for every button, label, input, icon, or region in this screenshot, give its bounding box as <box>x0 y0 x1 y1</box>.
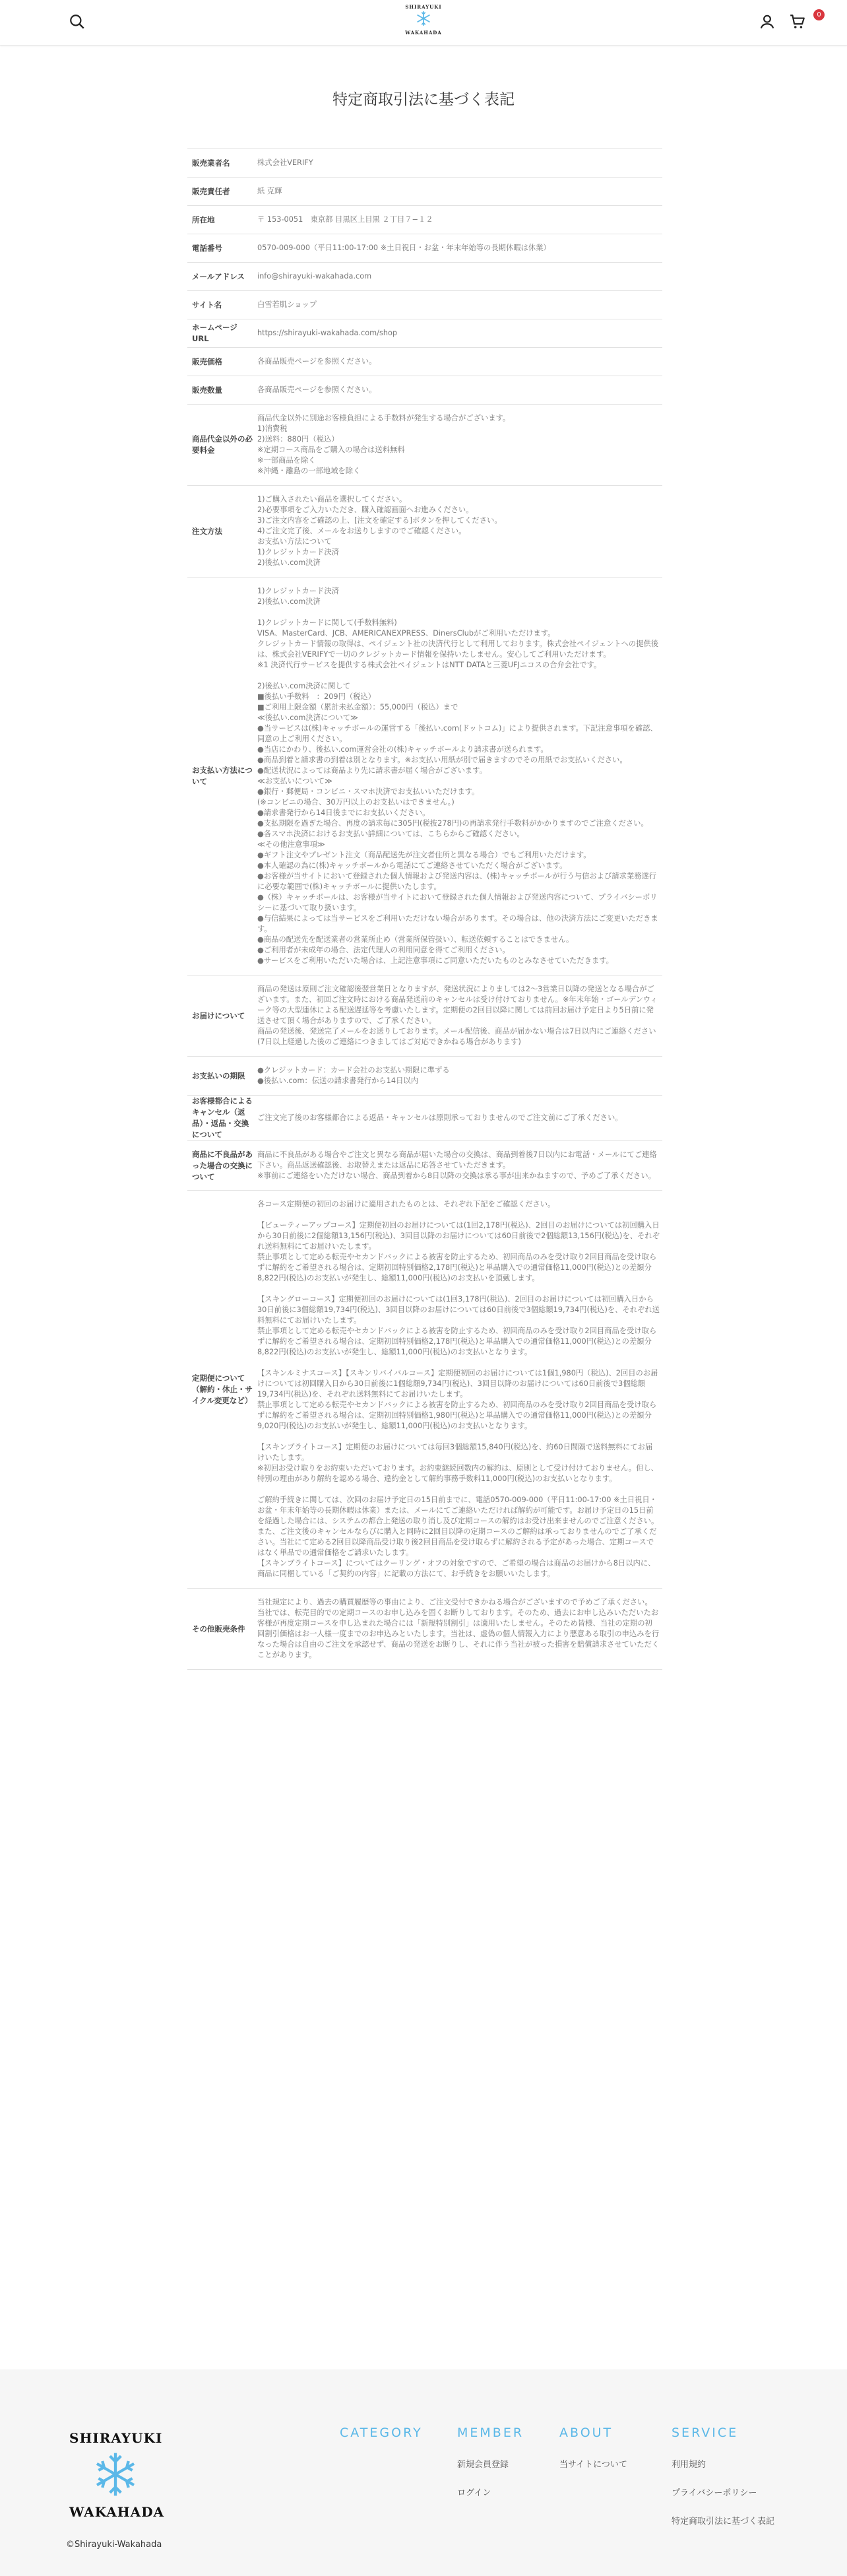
row-value: ●クレジットカード：カード会社のお支払い期限に準ずる ●後払い.com：伝送の請求書発行から14日以内 <box>257 1057 662 1096</box>
row-value: 0570-009-000（平日11:00-17:00 ※土日祝日・お盆・年末年始等の長期休暇は休業） <box>257 234 662 263</box>
table-row <box>187 263 662 291</box>
table-row <box>187 1141 662 1191</box>
row-label: 商品代金以外の必要料金 <box>187 405 257 486</box>
row-label: その他販売条件 <box>187 1589 257 1670</box>
footer-col-service <box>672 2426 774 2542</box>
row-value: 各商品販売ページを参照ください。 <box>257 376 662 405</box>
footer-heading: SERVICE <box>672 2426 739 2440</box>
table-row <box>187 206 662 234</box>
row-value: 1)ご購入されたい商品を選択してください。 2)必要事項をご入力いただき、購入確認画面へお進みください。 3)ご注文内容をご確認の上、[注文を確定する]ボタンを押してください。 4)ご注文完了後、メールをお送りしますのでご確認ください。 お支払い方法について 1)クレジットカード決済 2)後払い.com決済 <box>257 486 662 578</box>
row-value: https://shirayuki-wakahada.com/shop <box>257 319 662 348</box>
legal-info-table <box>187 149 662 1670</box>
site-header <box>0 0 847 46</box>
row-label: 電話番号 <box>187 234 257 263</box>
footer-link-login[interactable]: ログイン <box>457 2488 491 2498</box>
row-label: 販売業者名 <box>187 149 257 178</box>
table-row <box>187 578 662 975</box>
row-label: 注文方法 <box>187 486 257 578</box>
footer-col-about <box>559 2426 627 2486</box>
footer-snowflake-icon <box>91 2450 140 2499</box>
table-row <box>187 376 662 405</box>
row-label: お支払いの期限 <box>187 1057 257 1096</box>
user-icon[interactable] <box>759 13 776 30</box>
row-label: サイト名 <box>187 291 257 319</box>
cart-icon[interactable] <box>789 13 806 30</box>
copyright: ©Shirayuki-Wakahada <box>66 2540 162 2550</box>
footer-heading: ABOUT <box>559 2426 613 2440</box>
row-value: 当社規定により、過去の購買履歴等の事由により、ご注文受付できかねる場合がございますので予めご了承ください。当社では、転売目的での定期コースのお申し込みを固くお断りしております。そのため、過去にお申し込みいただいたお客様が再度定期コースを申し込まれた場合には「新規特別割引」は適用いたしません。そのため皆様、当社の定期の初回割引価格はお一人様一度までのお申込みといたします。当社は、虚偽の個人情報入力により悪意ある取引の申込みを行なった場合は自由のご注文を承認せず、商品の発送をお断りし、それに伴う当社が被った損害を賠償請求させていただくことがあります。 <box>257 1589 662 1670</box>
row-value: 各商品販売ページを参照ください。 <box>257 348 662 376</box>
footer-col-category <box>340 2426 423 2457</box>
row-value: 各コース定期便の初回のお届けに適用されたものとは、それぞれ下記をご確認ください。 【ビューティーアップコース】定期便初回のお届けについては(1回2,178円(税込)、2回目のお届けについては初回購入日から30日前後に2個総額13,156円(税込)、3回目以降のお届けについては60日前後で2個総額13,156円(税込)を、それぞれ送料無料にてお届けいたします。 禁止事項として定める転売やセカンドバックによる被害を防止するため、初回商品のみを受け取り2回目商品を受け取らずに解約をご希望される場合は、定期初回特別価格2,178円(税込)と単品購入での通常価格11,000円(税込)との差額分8,822円(税込)のお支払いが発生し、総額11,000円(税込)のお支払いを頂戴します。 【スキングローコース】定期便初回のお届けについては(1回3,178円(税込)、2回目のお届けについては初回購入日から30日前後に3個総額19,734円(税込)、3回目以降のお届けについては60日前後で3個総額19,734円(税込)を、それぞれ送料無料にてお届けいたします。 禁止事項として定める転売やセカンドバックによる被害を防止するため、初回商品のみを受け取り2回目商品を受け取らずに解約をご希望される場合は、定期初回特別価格2,178円(税込)と単品購入での通常価格11,000円(税込)との差額分8,822円(税込)のお支払いが発生し、総額11,000円(税込)のお支払いとなります。 【スキンルミナスコース】【スキンリバイバルコース】定期便初回のお届けについては1個1,980円（税込)、2回目のお届けについては初回購入日から30日前後に1個総額9,734円(税込)、3回目以降のお届けについては60日前後で3個総額19,734円(税込)を、それぞれ送料無料にてお届けいたします。 禁止事項として定める転売やセカンドバックによる被害を防止するため、初回商品のみを受け取り2回目商品を受け取らずに解約をご希望される場合は、定期初回特別価格1,980円(税込)と単品購入での通常価格11,000円(税込)との差額分9,020円(税込)のお支払いが発生し、総額11,000円(税込)のお支払いとなります。 【スキンブライトコース】定期便のお届けについては毎回3個総額15,840円(税込)を、約60日間隔で送料無料にてお届けいたします。 ※初回お受け取りをお約束いただいております。お約束継続回数内の解約は、原則として受け付けておりません。但し、特別の理由があり解約を認める場合、違約金として解約事務手数料11,000円(税込)のお支払いとなります。 ご解約手続きに関しては、次回のお届け予定日の15日前までに、電話0570-009-000（平日11:00-17:00 ※土日祝日・お盆・年末年始等の長期休暇は休業）または、メールにてご連絡いただければ解約が可能です。お届け予定日の15日前を経過した場合には、システムの都合上発送の取り消し及び定期コースの解約はお受け出来ませんのでご注意ください。 また、ご注文後のキャンセルならびに購入と同時に2回目以降の定期コースのご解約は承っておりませんのでご了承ください。当社にて定める2回目以降商品受け取り後2回目商品を受け取らずに解約される予定があった場合、定期コースではなく単品での通常価格をご請求いたします。 【スキンブライトコース】についてはクーリング・オフの対象ですので、ご希望の場合は商品のお届けから8日以内に、商品に同梱している「ご契約の内容」に記載の方法にて、お手続きをお願いいたします。 <box>257 1191 662 1589</box>
footer-heading: MEMBER <box>457 2426 524 2440</box>
row-value: 〒 153-0051 東京都 目黒区上目黒 ２丁目７−１２ <box>257 206 662 234</box>
footer-link-privacy[interactable]: プライバシーポリシー <box>672 2488 757 2498</box>
table-row <box>187 1191 662 1589</box>
table-row <box>187 1057 662 1096</box>
snowflake-icon <box>415 10 432 27</box>
row-value: 株式会社VERIFY <box>257 149 662 178</box>
row-value: 商品の発送は原則ご注文確認後翌営業日となりますが、発送状況によりましては2〜3営業日以降の発送となる場合がございます。また、初回ご注文時における商品発送前のキャンセルは受け付けておりません。※年末年始・ゴールデンウィーク等の大型連休による配送遅延等を考慮いたします。定期便の2回目以降に関しては前回お届け予定日より5日前に発送させて頂く場合がありますので、ご了承ください。 商品の発送後、発送完了メールをお送りしております。メール配信後、商品が届かない場合は7日以内にご連絡ください(7日以上経過した後のご連絡につきましてはご対応できかねる場合があります) <box>257 975 662 1057</box>
table-row <box>187 348 662 376</box>
cart-count-badge: 0 <box>813 9 825 20</box>
search-icon[interactable] <box>69 13 86 30</box>
row-value: info@shirayuki-wakahada.com <box>257 263 662 291</box>
footer-logo[interactable] <box>69 2430 165 2520</box>
page-title: 特定商取引法に基づく表記 <box>332 91 515 108</box>
footer-col-member <box>457 2426 524 2514</box>
row-label: 定期便について（解約・休止・サイクル変更など） <box>187 1191 257 1589</box>
table-row <box>187 1589 662 1670</box>
footer-link-about[interactable]: 当サイトについて <box>559 2460 627 2470</box>
logo-top-text: SHIRAYUKI <box>405 4 442 10</box>
row-value: 1)クレジットカード決済 2)後払い.com決済 1)クレジットカードに関して(手数料無料) VISA、MasterCard、JCB、AMERICANEXPRESS、DinersClubがご利用いただけます。 クレジットカード情報の取得は、ペイジェント社の決済代行として利用しております。株式会社ペイジェントへの提供後は、株式会社VERIFYで一切のクレジットカード情報を保持いたしません。安心してご利用いただけます。 ※1 決済代行サービスを提供する株式会社ペイジェントはNTT DATAと三菱UFJニコスの合弁会社です。 2)後払い.com決済に関して ■後払い手数料 ：209円（税込） ■ご利用上限金額（累計未払金額）：55,000円（税込）まで ≪後払い.com決済について≫ ●当サービスは(株)キャッチボールの運営する「後払い.com(ドットコム)」により提供されます。下記注意事項を確認、同意の上ご利用ください。 ●当店にかわり、後払い.com運営会社の(株)キャッチボールより請求書が送られます。 ●商品到着と請求書の到着は別となります。※お支払い用紙が別で届きますのでその用紙でお支払いください。 ●配送状況によっては商品より先に請求書が届く場合がございます。 ≪お支払いについて≫ ●銀行・郵便局・コンビニ・スマホ決済でお支払いいただけます。 (※コンビニの場合、30万円以上のお支払いはできません。) ●請求書発行から14日後までにお支払いください。 ●支払期限を過ぎた場合、再度の請求毎に305円(税抜278円)の再請求発行手数料がかかりますのでご注意ください。 ●各スマホ決済におけるお支払い詳細については、こちらからご確認ください。 ≪その他注意事項≫ ●ギフト注文やプレゼント注文（商品配送先が注文者住所と異なる場合）でもご利用いただけます。 ●本人確認の為に(株)キャッチボールから電話にてご連絡させていただく場合がございます。 ●お客様が当サイトにおいて登録された個人情報および発送内容は、(株)キャッチボールが行う与信および請求業務遂行に必要な範囲で(株)キャッチボールに提供いたします。 ●（株）キャッチボールは、お客様が当サイトにおいて登録された個人情報および発送内容について、プライバシーポリシーに基づいて取り扱います。 ●与信結果によっては当サービスをご利用いただけない場合があります。その場合は、他の決済方法にご変更いただきます。 ●商品の配送先を配送業者の営業所止め（営業所保管扱い）、転送依頼することはできません。 ●ご利用者が未成年の場合、法定代理人の利用同意を得てご利用ください。 ●サービスをご利用いただいた場合は、上記注意事項にご同意いただいたものとみなさせていただきます。 <box>257 578 662 975</box>
table-row <box>187 486 662 578</box>
site-logo[interactable] <box>404 4 443 36</box>
row-label: 商品に不良品があった場合の交換について <box>187 1141 257 1191</box>
table-row <box>187 1096 662 1141</box>
row-value: ご注文完了後のお客様都合による返品・キャンセルは原則承っておりませんのでご注文前にご了承ください。 <box>257 1096 662 1141</box>
logo-bottom-text: WAKAHADA <box>405 30 442 36</box>
row-value: 紙 克輝 <box>257 178 662 206</box>
row-label: 販売数量 <box>187 376 257 405</box>
row-value: 商品に不良品がある場合やご注文と異なる商品が届いた場合の交換は、商品到着後7日以内にお電話・メールにてご連絡下さい。商品返送確認後、お取替えまたは返品に応答させていただきます。 ※事前にご連絡をいただけない場合、商品到着から8日以降の交換は承る事が出来かねますので、予めご了承ください。 <box>257 1141 662 1191</box>
row-label: お支払い方法について <box>187 578 257 975</box>
table-row <box>187 975 662 1057</box>
footer-logo-top: SHIRAYUKI <box>69 2430 163 2446</box>
table-row <box>187 234 662 263</box>
row-label: ホームページURL <box>187 319 257 348</box>
row-label: 販売価格 <box>187 348 257 376</box>
row-value: 白雪若肌ショップ <box>257 291 662 319</box>
row-label: 販売責任者 <box>187 178 257 206</box>
footer-link-legal[interactable]: 特定商取引法に基づく表記 <box>672 2517 775 2526</box>
row-label: 所在地 <box>187 206 257 234</box>
row-value: 商品代金以外に別途お客様負担による手数料が発生する場合がございます。 1)消費税 2)送料：880円（税込） ※定期コース商品をご購入の場合は送料無料 ※一部商品を除く ※沖縄・離島の一部地域を除く <box>257 405 662 486</box>
table-row <box>187 291 662 319</box>
site-footer <box>0 2369 847 2576</box>
row-label: お届けについて <box>187 975 257 1057</box>
row-label: お客様都合によるキャンセル（返品）・返品・交換について <box>187 1096 257 1141</box>
footer-link-register[interactable]: 新規会員登録 <box>457 2460 509 2470</box>
table-row <box>187 405 662 486</box>
row-label: メールアドレス <box>187 263 257 291</box>
footer-link-terms[interactable]: 利用規約 <box>672 2460 706 2470</box>
table-row <box>187 178 662 206</box>
table-row <box>187 149 662 178</box>
footer-heading[interactable]: CATEGORY <box>340 2426 423 2440</box>
footer-logo-bottom: WAKAHADA <box>69 2504 165 2520</box>
table-row <box>187 319 662 348</box>
